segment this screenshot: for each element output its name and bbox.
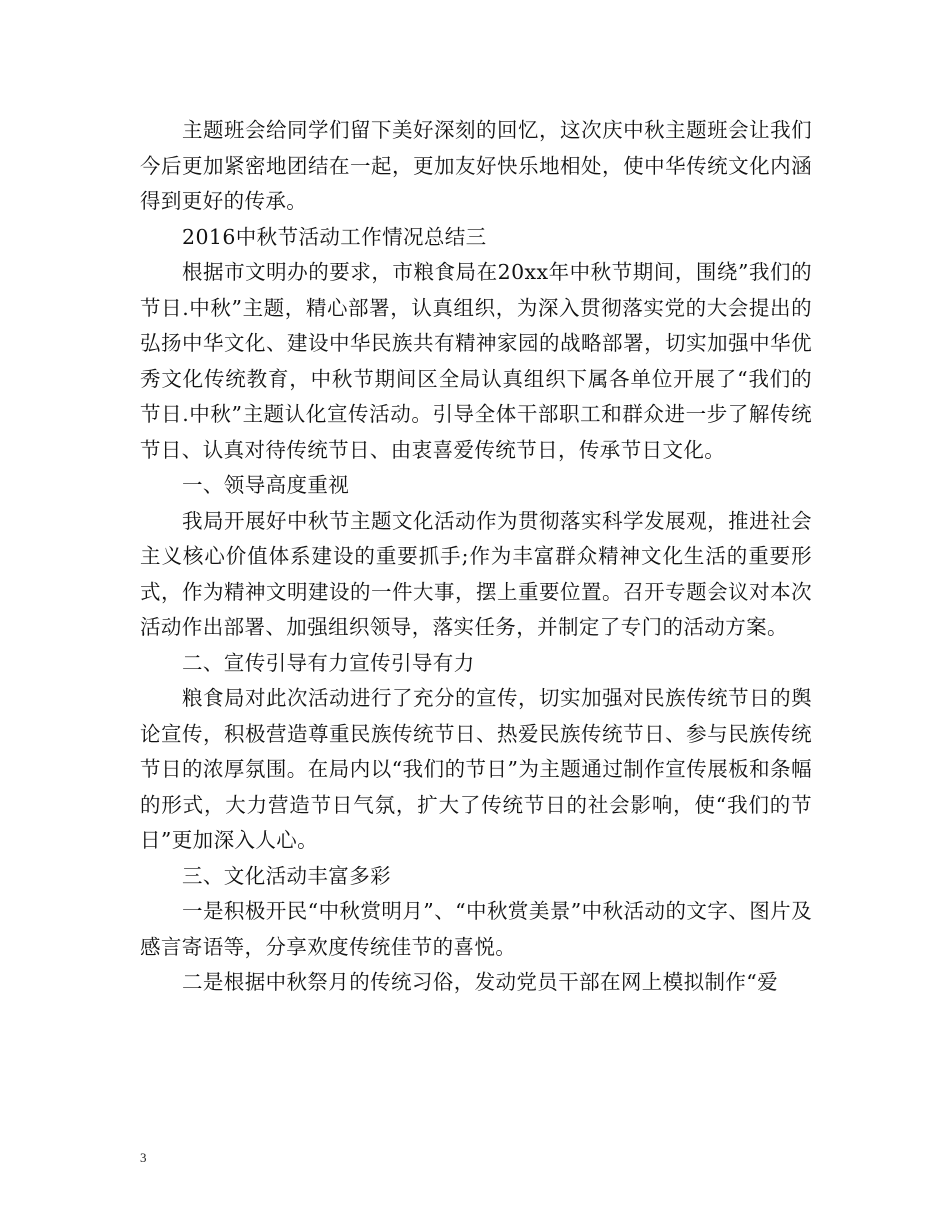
paragraph-class-meeting-conclusion: 主题班会给同学们留下美好深刻的回忆，这次庆中秋主题班会让我们今后更加紧密地团结在一起，更加友好快乐地相处，使中华传统文化内涵得到更好的传承。 bbox=[140, 118, 812, 213]
section-title-summary-three: 2016中秋节活动工作情况总结三 bbox=[182, 224, 487, 249]
paragraph-activity-two: 二是根据中秋祭月的传统习俗，发动党员干部在网上模拟制作“爱 bbox=[182, 970, 779, 994]
paragraph-publicity: 粮食局对此次活动进行了充分的宣传，切实加强对民族传统节日的舆论宣传，积极营造尊重民族传统节日、热爱民族传统节日、参与民族传统节日的浓厚氛围。在局内以“我们的节日”为主题通过制作宣传展板和条幅的形式，大力营造节日气氛，扩大了传统节日的社会影响，使“我们的节日”更加深入人心。 bbox=[140, 686, 812, 852]
document-body bbox=[140, 113, 812, 1001]
paragraph-activity-one: 一是积极开民“中秋赏明月”、“中秋赏美景”中秋活动的文字、图片及感言寄语等，分享欢度传统佳节的喜悦。 bbox=[140, 899, 812, 959]
heading-leadership: 一、领导高度重视 bbox=[182, 473, 350, 497]
page-number: 3 bbox=[140, 1150, 147, 1165]
heading-publicity: 二、宣传引导有力宣传引导有力 bbox=[182, 650, 475, 675]
paragraph-leadership: 我局开展好中秋节主题文化活动作为贯彻落实科学发展观，推进社会主义核心价值体系建设的重要抓手;作为丰富群众精神文化生活的重要形式，作为精神文明建设的一件大事，摆上重要位置。召开专题会议对本次活动作出部署、加强组织领导，落实任务，并制定了专门的活动方案。 bbox=[140, 508, 812, 639]
heading-cultural-activities: 三、文化活动丰富多彩 bbox=[182, 863, 391, 888]
paragraph-introduction: 根据市文明办的要求，市粮食局在20xx年中秋节期间，围绕”我们的节日.中秋”主题，精心部署，认真组织，为深入贯彻落实党的大会提出的弘扬中华文化、建设中华民族共有精神家园的战略部署，切实加强中华优秀文化传统教育，中秋节期间区全局认真组织下属各单位开展了“我们的节日.中秋”主题认化宣传活动。引导全体干部职工和群众进一步了解传统节日、认真对待传统节日、由衷喜爱传统节日，传承节日文化。 bbox=[140, 260, 812, 462]
